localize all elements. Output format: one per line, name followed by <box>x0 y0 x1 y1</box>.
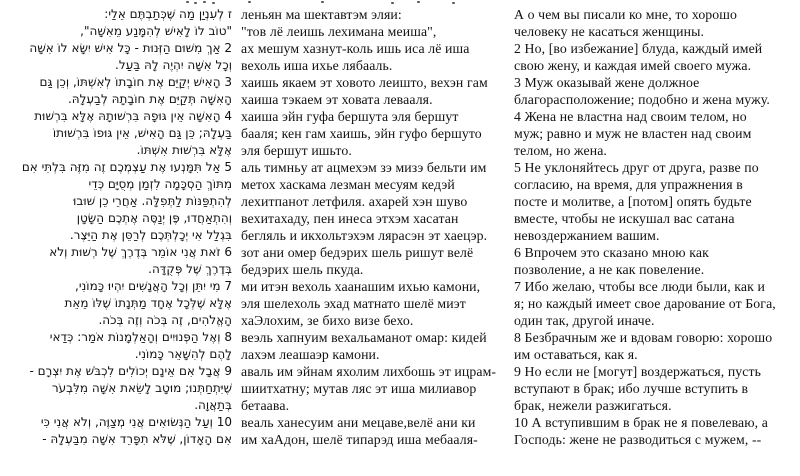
hebrew-cell <box>0 159 232 244</box>
transliteration-text-line: веаль ханесуим ани мецаве,велё ани ки <box>241 415 476 430</box>
hebrew-text-line: בִּגְלַל אִי יְכָלְתְּכֶם לְרַסֵּן אֶת הַיֵּצֶר. <box>69 228 232 242</box>
transliteration-text-line: леньян ма шектавтэм эляи: <box>241 7 402 22</box>
russian-cell <box>506 40 783 74</box>
transliteration-cell <box>232 329 506 363</box>
hebrew-text-line: בְּתַאֲוָה. <box>194 398 232 412</box>
russian-text-line: невоздержанием вашим. <box>514 228 660 243</box>
russian-cell <box>506 414 783 448</box>
transliteration-text-line: хаиша эйн гуфа бершута эля бершут <box>241 109 459 124</box>
russian-text-line: позволение, а не как повеление. <box>514 262 705 277</box>
hebrew-text-line: 5 אַל תִּמָּנְעוּ אֶת עַצְמְכֶם זֶה מִזֶּה בִּלְתִּי אִם <box>21 160 232 174</box>
hebrew-cell <box>0 40 232 74</box>
russian-cell <box>506 108 783 159</box>
hebrew-text-line: "טוֹב לוֹ לָאִישׁ לְהִמָּנַע מֵאִשָּׁה", <box>80 24 232 38</box>
hebrew-text-line: שֶׁיִּתְחַתְּנוּ; מוּטָב לָשֵׂאת אִשָּׁה מִלִּבְעֹר <box>51 381 232 395</box>
transliteration-cell <box>232 363 506 414</box>
hebrew-cell <box>0 414 232 448</box>
hebrew-text-line: 6 זֹאת אֲנִי אוֹמֵר בְּדֶרֶךְ שֶׁל רְשׁוּת וְלֹא <box>49 245 232 259</box>
verse-row <box>0 414 800 448</box>
hebrew-text-line: 8 וְאֶל הַפְּנוּיִים וְהָאַלְמָנוֹת אֹמַר: כְּדַאי <box>49 330 232 344</box>
russian-cell <box>506 363 783 414</box>
transliteration-text-line: бедэрих шель пкуда. <box>241 262 364 277</box>
hebrew-text-line: וְהִתְאַחֲדוּ, פֶּן יְנַסֶּה אֶתְכֶם הַשָּׂטָן <box>76 211 232 225</box>
transliteration-text-line: хаЭлохим, зе бихо визе бехо. <box>241 313 414 328</box>
russian-text-line: 3 Муж оказывай жене должное <box>514 75 700 90</box>
hebrew-text-line: לָהֶם לְהִשָּׁאֵר כָּמוֹנִי. <box>134 347 232 361</box>
russian-text-line: А о чем вы писали ко мне, то хорошо <box>514 7 738 22</box>
russian-cell <box>506 244 783 278</box>
hebrew-text-line: אֶלָּא שֶׁלְּכָל אֶחָד מַתְּנָתוֹ שֶׁלּוֹ מֵאֵת <box>64 296 232 310</box>
russian-text-line: брак, нежели разжигаться. <box>514 398 672 413</box>
clipped-text-fragments <box>0 0 800 4</box>
russian-text-line: благорасположение; подобно и жена мужу. <box>514 92 770 107</box>
hebrew-cell <box>0 278 232 329</box>
russian-text-line: я; но каждый имеет свое дарование от Бога, <box>514 296 776 311</box>
russian-text-line: телом, но жена. <box>514 143 607 158</box>
transliteration-text-line: ах мешум хазнут-коль ишь иса лё иша <box>241 41 470 56</box>
transliteration-cell <box>232 414 506 448</box>
verse-row <box>0 159 800 244</box>
russian-text-line: 5 Не уклоняйтесь друг от друга, разве по <box>514 160 759 175</box>
hebrew-text-line: אִם הָאָדוֹן, שֶׁלֹּא תִפָּרֵד אִשָּׁה מִבַּעְלָהּ - <box>42 432 232 446</box>
hebrew-text-line: 9 אֲבָל אִם אֵינָם יְכוֹלִים לִכְבֹּשׁ אֶת יִצְרָם - <box>29 364 232 378</box>
hebrew-text-line: הָאִשָּׁה תְּקַיֵּם אֶת חוֹבָתָהּ לְבַעְלָהּ. <box>67 92 232 106</box>
transliteration-cell <box>232 278 506 329</box>
transliteration-text-line: шиитхатну; мутав ляс эт иша милиавор <box>241 381 477 396</box>
verse-row <box>0 40 800 74</box>
hebrew-text-line: ז לְעִנְיַן מַה שֶּׁכְּתַבְתֶּם אֵלַי: <box>104 7 232 21</box>
russian-text-line: вместе, чтобы не искушал вас сатана <box>514 211 735 226</box>
russian-text-line: Господь: жене не разводиться с мужем, -- <box>514 432 762 447</box>
transliteration-text-line: вехитахаду, пен инеса этхэм хасатан <box>241 211 459 226</box>
russian-text-line: человеку не касаться женщины. <box>514 24 704 39</box>
verse-row <box>0 244 800 278</box>
russian-text-line: 6 Впрочем это сказано мною как <box>514 245 709 260</box>
russian-text-line: 10 А вступившим в брак не я повелеваю, а <box>514 415 768 430</box>
hebrew-cell <box>0 74 232 108</box>
hebrew-text-line: הָאֱלֹהִים, זֶה בְּכֹה וְזֶה בְּכֹה. <box>98 313 232 327</box>
russian-text-line: 8 Безбрачным же и вдовам говорю: хорошо <box>514 330 773 345</box>
transliteration-cell <box>232 108 506 159</box>
verse-row <box>0 108 800 159</box>
transliteration-text-line: аль тимньу ат ацмехэм зэ мизэ бельти им <box>241 160 487 175</box>
verse-row <box>0 6 800 40</box>
russian-text-line: свою жену, и каждая имей своего мужа. <box>514 58 752 73</box>
russian-cell <box>506 329 783 363</box>
transliteration-text-line: эля шелехоль эхад матнато шелё миэт <box>241 296 466 311</box>
hebrew-text-line: מִתּוֹךְ הַסְכָּמָה לִזְמַן מְסֻיָּם כְּדֵי <box>88 177 232 191</box>
hebrew-text-line: 10 וְעַל הַנְּשׂוּאִים אֲנִי מְצַוֶּה, וְלֹא אֲנִי כִּי <box>40 415 232 429</box>
hebrew-cell <box>0 363 232 414</box>
hebrew-cell <box>0 329 232 363</box>
russian-cell <box>506 6 783 40</box>
transliteration-text-line: веэль хапнуим вехальаманот омар: кидей <box>241 330 487 345</box>
hebrew-text-line: 3 הָאִישׁ יְקַיֵּם אֶת חוֹבָתוֹ לְאִשְׁתּוֹ, וְכֵן גַּם <box>39 75 232 89</box>
hebrew-text-line: 4 הָאִשָּׁה אֵין גּוּפָהּ בִּרְשׁוּתָהּ אֶלָּא בִּרְשׁוּת <box>34 109 232 123</box>
russian-text-line: им оставаться, как я. <box>514 347 638 362</box>
transliteration-text-line: бетаава. <box>241 398 290 413</box>
hebrew-cell <box>0 108 232 159</box>
transliteration-text-line: хаишь якаем эт ховото леишто, вехэн гам <box>241 75 488 90</box>
transliteration-text-line: хаиша тэкаем эт ховата левааля. <box>241 92 433 107</box>
verse-row <box>0 329 800 363</box>
transliteration-text-line: им хаАдон, шелё типарэд иша мебааля- <box>241 432 478 447</box>
hebrew-cell <box>0 6 232 40</box>
russian-text-line: 7 Ибо желаю, чтобы все люди были, как и <box>514 279 765 294</box>
russian-text-line: согласию, на время, для упражнения в <box>514 177 743 192</box>
transliteration-text-line: эля бершут ишьто. <box>241 143 352 158</box>
hebrew-text-line: בַּעְלָהּ; כֵּן גַּם הָאִישׁ, אֵין גּוּפוֹ בִּרְשׁוּתוֹ <box>52 126 232 140</box>
russian-text-line: посте и молитве, а [потом] опять будьте <box>514 194 752 209</box>
transliteration-cell <box>232 40 506 74</box>
hebrew-text-line: 2 אַךְ מִשּׁוּם הַזְּנוּת - כָּל אִישׁ יִשָּׂא לוֹ אִשָּׁה <box>29 41 232 55</box>
transliteration-cell <box>232 74 506 108</box>
transliteration-cell <box>232 244 506 278</box>
russian-cell <box>506 278 783 329</box>
hebrew-cell <box>0 244 232 278</box>
transliteration-text-line: бааля; кен гам хаишь, эйн гуфо бершуто <box>241 126 482 141</box>
transliteration-text-line: зот ани омер бедэрих шель ришут велё <box>241 245 474 260</box>
russian-text-line: муж; равно и муж не властен над своим <box>514 126 752 141</box>
verse-row <box>0 278 800 329</box>
russian-text-line: 4 Жена не властна над своим телом, но <box>514 109 747 124</box>
verses-table <box>0 6 800 448</box>
transliteration-cell <box>232 6 506 40</box>
transliteration-text-line: лехитпанот летфиля. ахарей хэн шуво <box>241 194 468 209</box>
verse-row <box>0 74 800 108</box>
transliteration-text-line: бегляль и икхольтэхэм лярасэн эт хаецэр. <box>241 228 488 243</box>
transliteration-text-line: "тов лё леишь лехимана меиша", <box>241 24 437 39</box>
transliteration-text-line: метох хаскама лезман месуям кедэй <box>241 177 455 192</box>
transliteration-text-line: ми итэн вехоль хаанашим ихью камони, <box>241 279 481 294</box>
hebrew-text-line: 7 מִי יִתֵּן וְכָל הָאֲנָשִׁים יִהְיוּ כָּמוֹנִי, <box>75 279 232 293</box>
transliteration-cell <box>232 159 506 244</box>
transliteration-text-line: лахэм леашаэр камони. <box>241 347 380 362</box>
transliteration-text-line: аваль им эйнам яхолим лихбошь эт ицрам- <box>241 364 497 379</box>
transliteration-text-line: вехоль иша ихье лябааль. <box>241 58 393 73</box>
hebrew-text-line: וְכָל אִשָּׁה יִהְיֶה לָהּ בַּעַל. <box>115 58 232 72</box>
verse-row <box>0 363 800 414</box>
hebrew-text-line: לְהִתְפַּנּוֹת לַתְּפִלָּה. אַחֲרֵי כֵן שׁוּבוּ <box>73 194 232 208</box>
hebrew-text-line: בְּדֶרֶךְ שֶׁל פְּקֻדָּה. <box>148 262 232 276</box>
russian-text-line: 9 Но если не [могут] воздержаться, пусть <box>514 364 762 379</box>
russian-text-line: вступают в брак; ибо лучше вступить в <box>514 381 749 396</box>
hebrew-text-line: אֶלָּא בִּרְשׁוּת אִשְׁתּוֹ. <box>136 143 232 157</box>
russian-text-line: один так, другой иначе. <box>514 313 655 328</box>
russian-text-line: 2 Но, [во избежание] блуда, каждый имей <box>514 41 763 56</box>
russian-cell <box>506 74 783 108</box>
russian-cell <box>506 159 783 244</box>
